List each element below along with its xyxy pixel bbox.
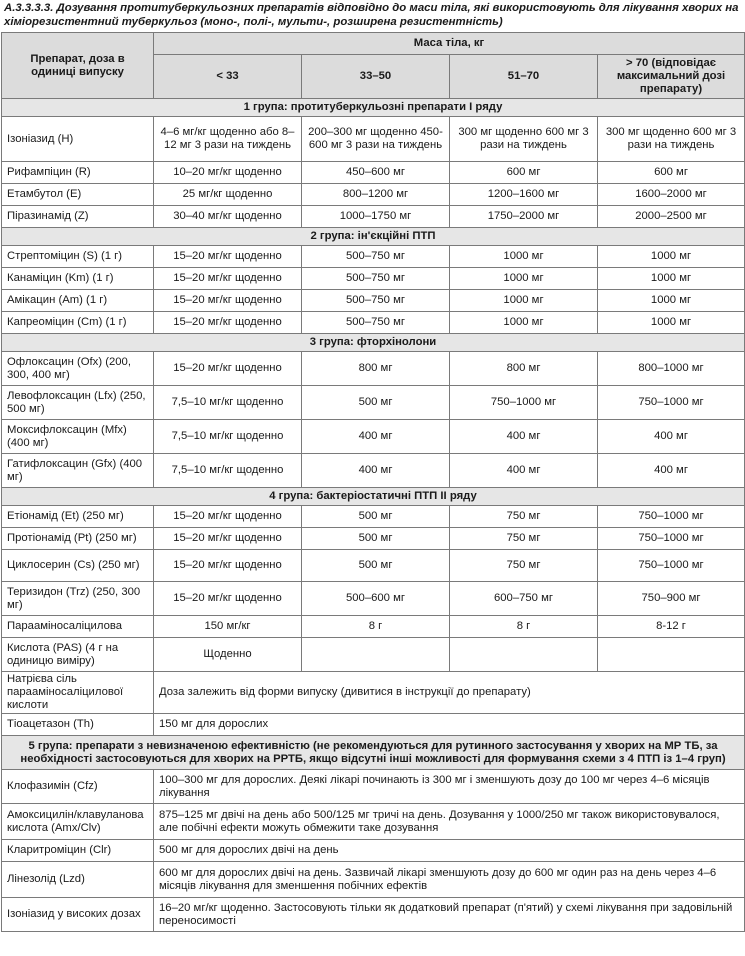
- table-row: [2, 550, 745, 582]
- group-title: 3 група: фторхінолони: [2, 334, 745, 352]
- drug-column-header: Препарат, доза в одиниці випуску: [2, 33, 154, 99]
- dose-cell: 1000 мг: [450, 290, 598, 312]
- dose-cell: 500–750 мг: [302, 312, 450, 334]
- drug-name: Кислота (PAS) (4 г на одиницю виміру): [2, 638, 154, 672]
- group-title: 1 група: протитуберкульозні препарати І ряду: [2, 99, 745, 117]
- table-row: [2, 804, 745, 840]
- dose-cell: 300 мг щоденно 600 мг 3 рази на тиждень: [598, 117, 745, 162]
- dose-cell: 400 мг: [598, 420, 745, 454]
- drug-name: Кларитроміцин (Clr): [2, 840, 154, 862]
- table-row: [2, 184, 745, 206]
- dose-cell: 15–20 мг/кг щоденно: [154, 290, 302, 312]
- table-row: [2, 246, 745, 268]
- dose-cell: 500–750 мг: [302, 246, 450, 268]
- dose-cell: 800 мг: [450, 352, 598, 386]
- dose-cell: 15–20 мг/кг щоденно: [154, 268, 302, 290]
- table-row: [2, 506, 745, 528]
- table-row: [2, 386, 745, 420]
- drug-name: Клофазимін (Cfz): [2, 770, 154, 804]
- dose-cell: 1000 мг: [598, 246, 745, 268]
- table-row: [2, 862, 745, 898]
- dose-cell: 8-12 г: [598, 616, 745, 638]
- dose-cell: 400 мг: [450, 454, 598, 488]
- dose-cell: 1000–1750 мг: [302, 206, 450, 228]
- dose-cell: 500–750 мг: [302, 290, 450, 312]
- dose-note: 600 мг для дорослих двічі на день. Зазвичай лікарі зменшують дозу до 600 мг один раз на день через 4–6 місяців лікування для зменшення побічних ефектів: [154, 862, 745, 898]
- group-title: 4 група: бактеріостатичні ПТП ІІ ряду: [2, 488, 745, 506]
- dose-note: Доза залежить від форми випуску (дивитися в інструкції до препарату): [154, 672, 745, 714]
- drug-name: Левофлоксацин (Lfx) (250, 500 мг): [2, 386, 154, 420]
- dose-note: 500 мг для дорослих двічі на день: [154, 840, 745, 862]
- dose-cell: 500 мг: [302, 550, 450, 582]
- dose-cell: 7,5–10 мг/кг щоденно: [154, 386, 302, 420]
- table-row: [2, 352, 745, 386]
- dose-cell: 15–20 мг/кг щоденно: [154, 506, 302, 528]
- drug-name: Моксифлоксацин (Mfx) (400 мг): [2, 420, 154, 454]
- dose-cell: 750 мг: [450, 550, 598, 582]
- dose-cell: 500 мг: [302, 386, 450, 420]
- dose-cell: 450–600 мг: [302, 162, 450, 184]
- table-row: [2, 582, 745, 616]
- dose-cell: 15–20 мг/кг щоденно: [154, 550, 302, 582]
- dose-cell: 8 г: [302, 616, 450, 638]
- drug-name: Офлоксацин (Ofx) (200, 300, 400 мг): [2, 352, 154, 386]
- drug-name: Рифампіцин (R): [2, 162, 154, 184]
- drug-name: Капреоміцин (Cm) (1 г): [2, 312, 154, 334]
- dose-cell: 500 мг: [302, 528, 450, 550]
- dose-cell: 600 мг: [450, 162, 598, 184]
- drug-name: Етіонамід (Et) (250 мг): [2, 506, 154, 528]
- drug-name: Протіонамід (Pt) (250 мг): [2, 528, 154, 550]
- drug-name: Парааміносаліцилова: [2, 616, 154, 638]
- dose-cell: 800 мг: [302, 352, 450, 386]
- dose-cell: 2000–2500 мг: [598, 206, 745, 228]
- table-row: [2, 206, 745, 228]
- drug-name: Гатифлоксацин (Gfx) (400 мг): [2, 454, 154, 488]
- mass-header: Маса тіла, кг: [154, 33, 745, 55]
- dose-cell: 500 мг: [302, 506, 450, 528]
- dose-cell: 4–6 мг/кг щоденно або 8–12 мг 3 рази на тиждень: [154, 117, 302, 162]
- dose-cell: 1000 мг: [598, 268, 745, 290]
- dose-cell: 15–20 мг/кг щоденно: [154, 246, 302, 268]
- dose-cell: 300 мг щоденно 600 мг 3 рази на тиждень: [450, 117, 598, 162]
- dose-cell: [598, 638, 745, 672]
- dose-cell: 15–20 мг/кг щоденно: [154, 312, 302, 334]
- dose-cell: 750–1000 мг: [450, 386, 598, 420]
- drug-name: Ізоніазид у високих дозах: [2, 898, 154, 932]
- table-row: [2, 616, 745, 638]
- drug-name: Теризидон (Trz) (250, 300 мг): [2, 582, 154, 616]
- group-title: 2 група: ін'єкційні ПТП: [2, 228, 745, 246]
- dose-cell: 1000 мг: [598, 290, 745, 312]
- table-row: [2, 528, 745, 550]
- dose-cell: 1000 мг: [450, 312, 598, 334]
- table-row: [2, 454, 745, 488]
- drug-name: Канаміцин (Km) (1 г): [2, 268, 154, 290]
- dose-cell: 200–300 мг щоденно 450-600 мг 3 рази на тиждень: [302, 117, 450, 162]
- drug-name: Етамбутол (Е): [2, 184, 154, 206]
- dose-note: 100–300 мг для дорослих. Деякі лікарі починають із 300 мг і зменшують дозу до 100 мг через 4–6 місяців лікування: [154, 770, 745, 804]
- drug-name: Ізоніазид (Н): [2, 117, 154, 162]
- dose-cell: 10–20 мг/кг щоденно: [154, 162, 302, 184]
- dose-cell: 750 мг: [450, 506, 598, 528]
- dose-cell: 800–1200 мг: [302, 184, 450, 206]
- dose-cell: 150 мг/кг: [154, 616, 302, 638]
- drug-name: Амоксицилін/клавуланова кислота (Amx/Clv): [2, 804, 154, 840]
- dose-cell: [450, 638, 598, 672]
- mass-col-header: 51–70: [450, 55, 598, 99]
- table-row: [2, 117, 745, 162]
- table-row: [2, 268, 745, 290]
- table-row: [2, 770, 745, 804]
- dose-cell: 600 мг: [598, 162, 745, 184]
- group-title: 5 група: препарати з невизначеною ефективністю (не рекомендуються для рутинного застосування у хворих на МР ТБ, за необхідності застосовуються для хворих на РРТБ, якщо відсутні інші можливості для формування схеми з 4 ПТП із 1–4 груп): [2, 736, 745, 770]
- table-row: [2, 420, 745, 454]
- dosage-table: [1, 32, 745, 932]
- dose-cell: 500–750 мг: [302, 268, 450, 290]
- dose-cell: 15–20 мг/кг щоденно: [154, 352, 302, 386]
- dose-cell: 750–1000 мг: [598, 528, 745, 550]
- dose-cell: 1000 мг: [450, 268, 598, 290]
- dose-cell: 750–1000 мг: [598, 386, 745, 420]
- dose-cell: 15–20 мг/кг щоденно: [154, 528, 302, 550]
- dose-cell: 1000 мг: [598, 312, 745, 334]
- dose-cell: 15–20 мг/кг щоденно: [154, 582, 302, 616]
- table-row: [2, 840, 745, 862]
- table-caption: А.3.3.3.3. Дозування протитуберкульозних препаратів відповідно до маси тіла, які використовують для лікування хворих на хіміорезистентний туберкульоз (моно-, полі-, мульти-, розширена резистентність): [4, 2, 739, 28]
- dose-cell: 1600–2000 мг: [598, 184, 745, 206]
- drug-name: Піразинамід (Z): [2, 206, 154, 228]
- drug-name: Циклосерин (Cs) (250 мг): [2, 550, 154, 582]
- dose-cell: 400 мг: [450, 420, 598, 454]
- table-row: [2, 672, 745, 714]
- dose-cell: 750–1000 мг: [598, 550, 745, 582]
- dose-note: 150 мг для дорослих: [154, 714, 745, 736]
- dose-cell: Щоденно: [154, 638, 302, 672]
- dose-cell: 750–1000 мг: [598, 506, 745, 528]
- drug-name: Лінезолід (Lzd): [2, 862, 154, 898]
- dose-cell: 30–40 мг/кг щоденно: [154, 206, 302, 228]
- dose-note: 16–20 мг/кг щоденно. Застосовують тільки як додатковий препарат (п'ятий) у схемі лікування при задовільній переносимості: [154, 898, 745, 932]
- table-row: [2, 162, 745, 184]
- table-row: [2, 714, 745, 736]
- drug-name: Стрептоміцин (S) (1 г): [2, 246, 154, 268]
- dose-cell: 7,5–10 мг/кг щоденно: [154, 420, 302, 454]
- mass-col-header: 33–50: [302, 55, 450, 99]
- dose-note: 875–125 мг двічі на день або 500/125 мг тричі на день. Дозування у 1000/250 мг також використовувалося, але побічні ефекти можуть обмежити таке дозування: [154, 804, 745, 840]
- dose-cell: 1750–2000 мг: [450, 206, 598, 228]
- dose-cell: 500–600 мг: [302, 582, 450, 616]
- mass-col-header: < 33: [154, 55, 302, 99]
- dose-cell: 800–1000 мг: [598, 352, 745, 386]
- dose-cell: 8 г: [450, 616, 598, 638]
- drug-name: Натрієва сіль парааміносаліцилової кислоти: [2, 672, 154, 714]
- mass-col-header: > 70 (відповідає максимальний дозі препарату): [598, 55, 745, 99]
- dose-cell: 400 мг: [598, 454, 745, 488]
- dose-cell: 600–750 мг: [450, 582, 598, 616]
- dose-cell: 400 мг: [302, 454, 450, 488]
- dose-cell: 750–900 мг: [598, 582, 745, 616]
- dose-cell: 1200–1600 мг: [450, 184, 598, 206]
- dose-cell: 750 мг: [450, 528, 598, 550]
- dose-cell: 1000 мг: [450, 246, 598, 268]
- table-row: [2, 898, 745, 932]
- drug-name: Амікацин (Am) (1 г): [2, 290, 154, 312]
- table-row: [2, 312, 745, 334]
- drug-name: Тіоацетазон (Th): [2, 714, 154, 736]
- dose-cell: 7,5–10 мг/кг щоденно: [154, 454, 302, 488]
- dose-cell: 25 мг/кг щоденно: [154, 184, 302, 206]
- table-row: [2, 290, 745, 312]
- dose-cell: 400 мг: [302, 420, 450, 454]
- dose-cell: [302, 638, 450, 672]
- table-row: [2, 638, 745, 672]
